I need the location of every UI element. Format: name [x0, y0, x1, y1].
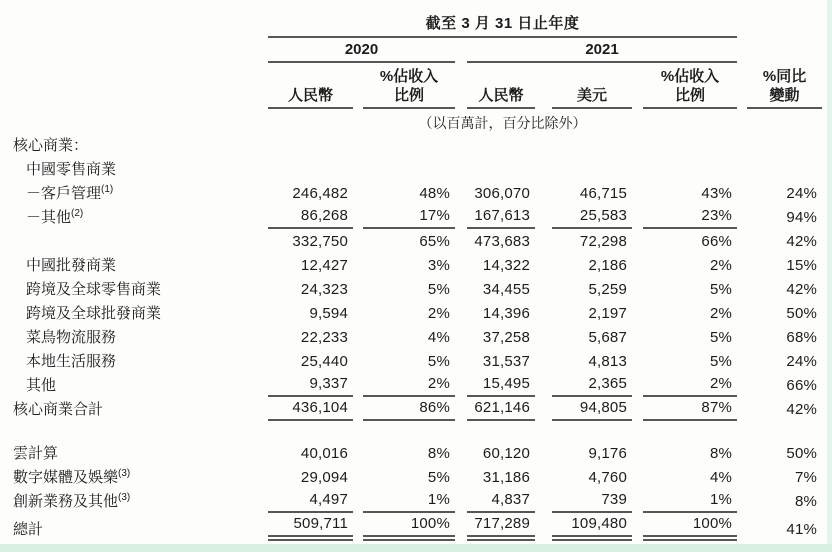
row-label: 菜鳥物流服務	[26, 329, 117, 346]
cell-pct-2020: 100%	[353, 513, 455, 541]
row-label-text: －客戶管理	[26, 185, 102, 202]
cell-yoy: 68%	[786, 329, 818, 346]
col-pct-2021	[632, 63, 737, 109]
cell-usd-2021: 2,186	[588, 257, 627, 274]
cell-rmb-2020: 436,104	[258, 397, 353, 421]
row-core-others	[0, 373, 822, 397]
cell-pct-2021: 2%	[709, 305, 733, 322]
row-label: 雲計算	[13, 445, 59, 462]
cell-yoy: 50%	[786, 445, 818, 462]
year-2021-cell	[455, 38, 737, 63]
units-note: （以百萬計，百分比除外）	[418, 115, 587, 131]
period-title: 截至 3 月 31 日止年度	[268, 12, 737, 38]
row-label	[0, 489, 258, 513]
cell-rmb-2021: 473,683	[474, 233, 530, 250]
table-header-columns	[0, 63, 822, 109]
spacer-cell	[0, 109, 258, 133]
row-label: 中國批發商業	[26, 257, 117, 274]
col-pct-2020-line1: %佔收入	[379, 68, 439, 85]
row-china-retail-header	[0, 157, 822, 181]
row-label	[0, 181, 258, 205]
table-header-years	[0, 38, 822, 63]
cell-rmb-2020: 12,427	[300, 257, 348, 274]
cell-pct-2020: 8%	[427, 445, 450, 462]
row-crossborder-retail	[0, 277, 822, 301]
cell-yoy: 42%	[786, 401, 818, 418]
cell-rmb-2021: 14,396	[482, 305, 530, 322]
cell-rmb-2020: 9,337	[258, 373, 353, 397]
period-title-cell	[258, 8, 737, 38]
cell-usd-2021: 739	[535, 489, 632, 513]
row-label: 核心商業合計	[13, 401, 104, 418]
cell-pct-2021: 5%	[709, 329, 733, 346]
row-china-retail-subtotal	[0, 229, 822, 253]
cell-rmb-2021: 167,613	[455, 205, 535, 229]
cell-usd-2021: 4,760	[588, 469, 627, 486]
cell-rmb-2020: 332,750	[292, 233, 348, 250]
cell-pct-2020: 2%	[427, 305, 450, 322]
cell-yoy: 8%	[794, 493, 818, 510]
cell-usd-2021: 4,813	[588, 353, 627, 370]
cell-usd-2021: 2,197	[588, 305, 627, 322]
cell-rmb-2021: 60,120	[482, 445, 530, 462]
cell-yoy: 42%	[786, 233, 818, 250]
footnote-ref: (2)	[71, 208, 84, 219]
cell-pct-2020: 2%	[353, 373, 455, 397]
spacer-cell	[0, 63, 258, 109]
cell-usd-2021: 109,480	[535, 513, 632, 541]
cell-usd-2021: 5,259	[588, 281, 627, 298]
col-usd-2021	[535, 63, 632, 109]
cell-usd-2021: 9,176	[588, 445, 627, 462]
cell-rmb-2021: 37,258	[482, 329, 530, 346]
row-label: 核心商業：	[13, 137, 89, 154]
cell-yoy: 7%	[794, 469, 818, 486]
col-pct-2021-label	[643, 67, 737, 109]
cell-rmb-2021: 15,495	[455, 373, 535, 397]
cell-rmb-2021: 34,455	[482, 281, 530, 298]
cell-rmb-2020: 86,268	[258, 205, 353, 229]
cell-pct-2021: 66%	[701, 233, 733, 250]
row-customer-management	[0, 181, 822, 205]
cell-rmb-2021: 31,186	[482, 469, 530, 486]
col-yoy-line2: 變動	[769, 87, 800, 104]
col-pct-2021-line1: %佔收入	[660, 68, 720, 85]
row-label	[0, 205, 258, 229]
row-label: 其他	[26, 377, 57, 394]
cell-usd-2021: 46,715	[579, 185, 627, 202]
cell-rmb-2020: 22,233	[300, 329, 348, 346]
row-label-text: －其他	[26, 209, 72, 226]
cell-pct-2020: 3%	[427, 257, 450, 274]
cell-pct-2021: 5%	[709, 353, 733, 370]
spacer-cell	[0, 8, 258, 38]
cell-pct-2021: 43%	[701, 185, 733, 202]
col-rmb-2020-label: 人民幣	[268, 86, 353, 109]
year-2020-cell	[258, 38, 455, 63]
cell-rmb-2021: 621,146	[455, 397, 535, 421]
cell-pct-2021: 23%	[632, 205, 737, 229]
col-yoy	[737, 63, 822, 109]
footnote-ref: (1)	[101, 184, 114, 195]
cell-rmb-2021: 306,070	[474, 185, 530, 202]
cell-rmb-2021: 4,837	[455, 489, 535, 513]
cell-usd-2021: 5,687	[588, 329, 627, 346]
col-yoy-label	[747, 67, 822, 109]
cell-pct-2021: 2%	[632, 373, 737, 397]
section-gap	[0, 421, 822, 441]
row-label: 跨境及全球零售商業	[26, 281, 162, 298]
row-label	[0, 465, 258, 489]
cell-yoy: 15%	[786, 257, 818, 274]
row-cloud-computing	[0, 441, 822, 465]
spacer-cell	[737, 38, 822, 63]
footnote-ref: (3)	[118, 468, 131, 479]
units-note-cell	[258, 109, 737, 133]
col-pct-2020-label	[363, 67, 455, 109]
cell-yoy: 42%	[786, 281, 818, 298]
revenue-segment-table	[0, 8, 822, 541]
row-label: 中國零售商業	[26, 161, 117, 178]
table-header-period	[0, 8, 822, 38]
row-label-text: 創新業務及其他	[13, 493, 119, 510]
cell-rmb-2020: 40,016	[300, 445, 348, 462]
cell-pct-2020: 17%	[353, 205, 455, 229]
spacer-cell	[737, 109, 822, 133]
col-pct-2020	[353, 63, 455, 109]
row-label	[0, 229, 258, 253]
row-crossborder-wholesale	[0, 301, 822, 325]
col-rmb-2021	[455, 63, 535, 109]
cell-rmb-2021: 717,289	[455, 513, 535, 541]
cell-usd-2021: 72,298	[579, 233, 627, 250]
footnote-ref: (3)	[118, 492, 131, 503]
cell-rmb-2020: 25,440	[300, 353, 348, 370]
cell-yoy: 41%	[786, 521, 818, 538]
cell-rmb-2021: 31,537	[482, 353, 530, 370]
cell-pct-2021: 2%	[709, 257, 733, 274]
cell-rmb-2020: 509,711	[258, 513, 353, 541]
cell-usd-2021: 25,583	[535, 205, 632, 229]
spacer-cell	[737, 8, 822, 38]
row-grand-total	[0, 513, 822, 541]
cell-rmb-2020: 246,482	[292, 185, 348, 202]
cell-pct-2020: 86%	[353, 397, 455, 421]
cell-pct-2021: 8%	[709, 445, 733, 462]
cell-yoy: 24%	[786, 185, 818, 202]
row-digital-media	[0, 465, 822, 489]
cell-yoy: 66%	[786, 377, 818, 394]
spacer-cell	[0, 38, 258, 63]
col-pct-2021-line2: 比例	[675, 87, 706, 104]
row-core-commerce-header	[0, 133, 822, 157]
cell-pct-2021: 5%	[709, 281, 733, 298]
cell-pct-2020: 5%	[427, 353, 450, 370]
cell-rmb-2021: 14,322	[482, 257, 530, 274]
col-usd-2021-label: 美元	[552, 86, 632, 109]
row-label: 總計	[13, 521, 44, 538]
cell-pct-2021: 4%	[709, 469, 733, 486]
cell-yoy: 24%	[786, 353, 818, 370]
cell-pct-2020: 1%	[353, 489, 455, 513]
cell-pct-2020: 5%	[427, 469, 450, 486]
year-2021-label: 2021	[467, 40, 737, 63]
cell-pct-2020: 65%	[419, 233, 450, 250]
cell-pct-2020: 4%	[427, 329, 450, 346]
cell-pct-2021: 87%	[632, 397, 737, 421]
row-label-text: 數字媒體及娛樂	[13, 469, 119, 486]
cell-yoy: 94%	[786, 209, 818, 226]
col-rmb-2020	[258, 63, 353, 109]
cell-rmb-2020: 24,323	[300, 281, 348, 298]
col-yoy-line1: %同比	[762, 68, 807, 85]
cell-rmb-2020: 4,497	[258, 489, 353, 513]
row-label: 本地生活服務	[26, 353, 117, 370]
row-cainiao-logistics	[0, 325, 822, 349]
row-china-wholesale	[0, 253, 822, 277]
cell-pct-2021: 100%	[632, 513, 737, 541]
cell-pct-2020: 5%	[427, 281, 450, 298]
row-innovation-initiatives	[0, 489, 822, 513]
cell-pct-2021: 1%	[632, 489, 737, 513]
cell-rmb-2020: 9,594	[309, 305, 348, 322]
row-local-services	[0, 349, 822, 373]
cell-usd-2021: 2,365	[535, 373, 632, 397]
row-retail-others	[0, 205, 822, 229]
page-edge-right	[827, 0, 832, 552]
row-core-commerce-total	[0, 397, 822, 421]
page-edge-bottom	[0, 544, 832, 552]
cell-usd-2021: 94,805	[535, 397, 632, 421]
cell-yoy: 50%	[786, 305, 818, 322]
year-2020-label: 2020	[268, 40, 455, 63]
col-pct-2020-line2: 比例	[393, 87, 424, 104]
table-units-note-row	[0, 109, 822, 133]
cell-rmb-2020: 29,094	[300, 469, 348, 486]
row-label: 跨境及全球批發商業	[26, 305, 162, 322]
col-rmb-2021-label: 人民幣	[467, 86, 535, 109]
cell-pct-2020: 48%	[419, 185, 450, 202]
